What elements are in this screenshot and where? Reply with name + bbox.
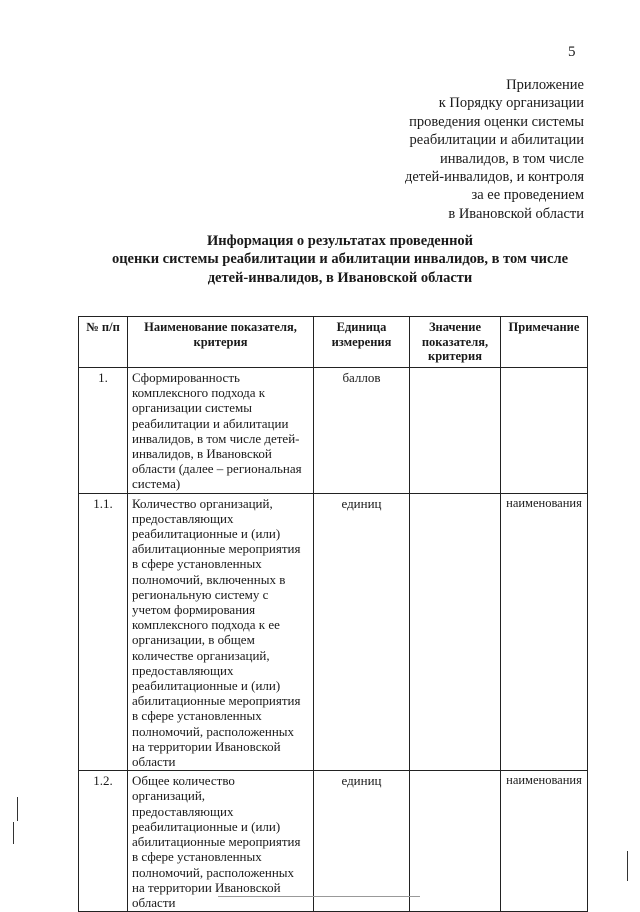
cell-name: Количество организаций, предоставляющих реабилитационные и (или) абилитационные мероприятия в сфере установленных полномочий, включенных в региональную систему с учетом формирования комплексного подхода к ее организации, в общем количестве организаций, предоставляющих реабилитационные и (или) абилитационные мероприятия в сфере установленных полномочий, расположенных на территории Ивановской области (128, 493, 314, 771)
page-number: 5 (568, 44, 576, 60)
appendix-line: в Ивановской области (448, 205, 584, 222)
header-value: Значение показателя, критерия (410, 317, 501, 368)
cell-note: наименования (501, 493, 588, 771)
appendix-line: Приложение (506, 77, 584, 93)
appendix-line: реабилитации и абилитации (409, 132, 584, 149)
appendix-line: к Порядку организации (438, 95, 584, 112)
table-row (79, 368, 588, 494)
appendix-block (405, 76, 584, 223)
header-note: Примечание (501, 317, 588, 368)
scan-artifact (627, 851, 628, 881)
cell-num: 1.1. (79, 493, 128, 771)
cell-num: 1. (79, 368, 128, 494)
appendix-line: инвалидов, в том числе (439, 150, 584, 167)
table-header-row (79, 317, 588, 368)
title-line: оценки системы реабилитации и абилитации инвалидов, в том числе (111, 251, 569, 268)
cell-note: наименования (501, 771, 588, 912)
scan-artifact (218, 896, 420, 897)
cell-name: Общее количество организаций, предоставляющих реабилитационные и (или) абилитационные мероприятия в сфере установленных полномочий, расположенных на территории Ивановской области (128, 771, 314, 912)
table-row (79, 771, 588, 912)
scan-artifact (13, 822, 14, 844)
cell-unit: единиц (314, 771, 410, 912)
cell-value (410, 771, 501, 912)
title-line: детей-инвалидов, в Ивановской области (207, 269, 473, 286)
header-name: Наименование показателя, критерия (128, 317, 314, 368)
cell-value (410, 493, 501, 771)
document-title (90, 232, 590, 287)
appendix-line: проведения оценки системы (409, 113, 584, 130)
appendix-line: детей-инвалидов, и контроля (404, 169, 584, 186)
cell-note (501, 368, 588, 494)
indicators-table (78, 316, 588, 912)
appendix-line: за ее проведением (471, 187, 584, 204)
title-line: Информация о результатах проведенной (206, 233, 474, 249)
table-row (79, 493, 588, 771)
cell-name: Сформированность комплексного подхода к организации системы реабилитации и абилитации инвалидов, в том числе детей-инвалидов, в Ивановской области (далее – региональная система) (128, 368, 314, 494)
cell-num: 1.2. (79, 771, 128, 912)
cell-value (410, 368, 501, 494)
cell-unit: единиц (314, 493, 410, 771)
cell-unit: баллов (314, 368, 410, 494)
header-unit: Единица измерения (314, 317, 410, 368)
scan-artifact (17, 797, 18, 821)
header-num: № п/п (79, 317, 128, 368)
